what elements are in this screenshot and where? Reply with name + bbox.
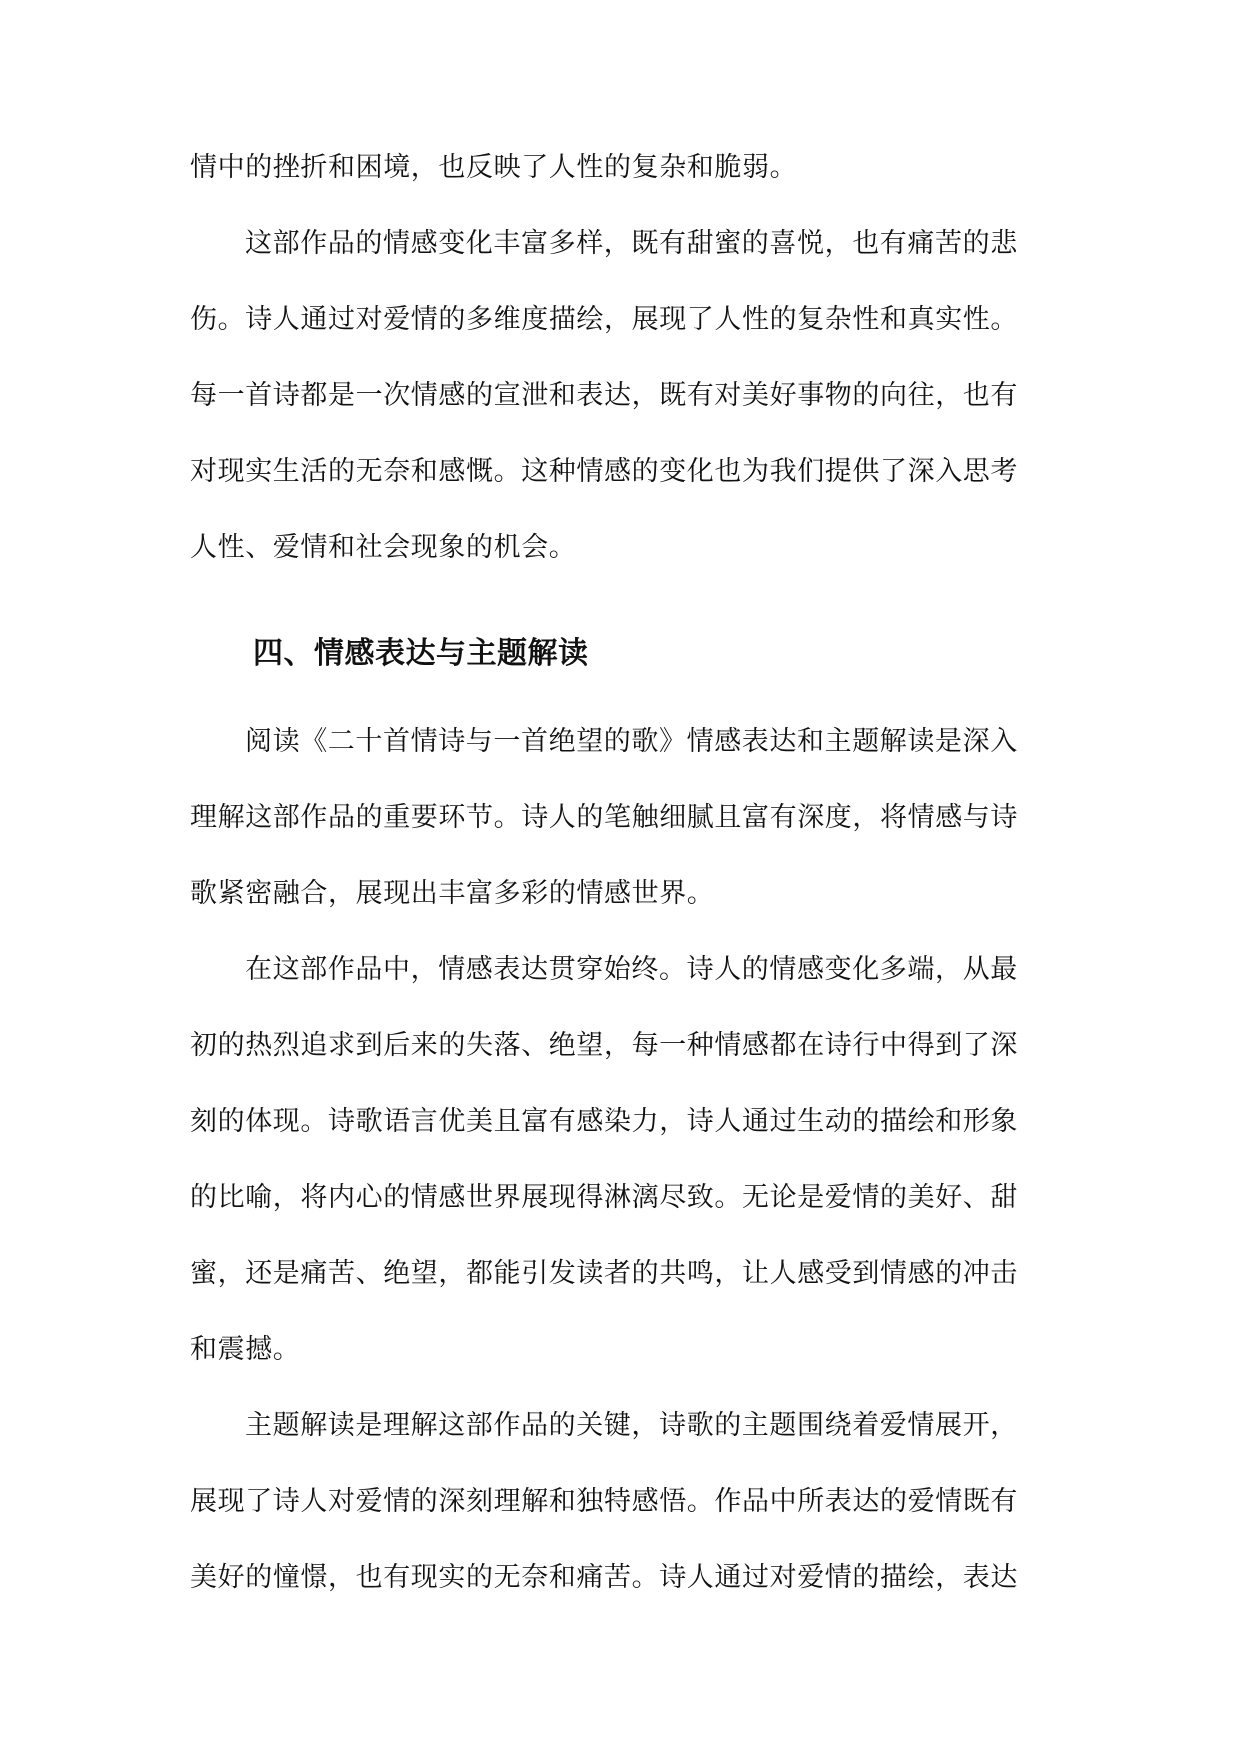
paragraph-line: 阅读《二十首情诗与一首绝望的歌》情感表达和主题解读是深入 bbox=[245, 726, 1018, 757]
paragraph-line: 的比喻，将内心的情感世界展现得淋漓尽致。无论是爱情的美好、甜 bbox=[190, 1182, 1018, 1213]
paragraph-line: 蜜，还是痛苦、绝望，都能引发读者的共鸣，让人感受到情感的冲击 bbox=[190, 1258, 1018, 1289]
paragraph-line: 美好的憧憬，也有现实的无奈和痛苦。诗人通过对爱情的描绘，表达 bbox=[190, 1562, 1018, 1593]
paragraph-line: 在这部作品中，情感表达贯穿始终。诗人的情感变化多端，从最 bbox=[245, 954, 1018, 985]
paragraph-line: 情中的挫折和困境，也反映了人性的复杂和脆弱。 bbox=[190, 152, 798, 183]
paragraph-line: 这部作品的情感变化丰富多样，既有甜蜜的喜悦，也有痛苦的悲 bbox=[245, 228, 1018, 259]
paragraph-line: 歌紧密融合，展现出丰富多彩的情感世界。 bbox=[190, 878, 715, 909]
paragraph-line: 主题解读是理解这部作品的关键，诗歌的主题围绕着爱情展开， bbox=[245, 1410, 1018, 1441]
paragraph-line: 展现了诗人对爱情的深刻理解和独特感悟。作品中所表达的爱情既有 bbox=[190, 1486, 1018, 1517]
paragraph-line: 刻的体现。诗歌语言优美且富有感染力，诗人通过生动的描绘和形象 bbox=[190, 1106, 1018, 1137]
section-heading: 四、情感表达与主题解读 bbox=[253, 636, 589, 671]
paragraph-line: 和震撼。 bbox=[190, 1334, 301, 1365]
paragraph-line: 初的热烈追求到后来的失落、绝望，每一种情感都在诗行中得到了深 bbox=[190, 1030, 1018, 1061]
paragraph-line: 理解这部作品的重要环节。诗人的笔触细腻且富有深度，将情感与诗 bbox=[190, 802, 1018, 833]
paragraph-line: 对现实生活的无奈和感慨。这种情感的变化也为我们提供了深入思考 bbox=[190, 456, 1018, 487]
paragraph-line: 人性、爱情和社会现象的机会。 bbox=[190, 532, 577, 563]
paragraph-line: 每一首诗都是一次情感的宣泄和表达，既有对美好事物的向往，也有 bbox=[190, 380, 1018, 411]
paragraph-line: 伤。诗人通过对爱情的多维度描绘，展现了人性的复杂性和真实性。 bbox=[190, 304, 1018, 335]
